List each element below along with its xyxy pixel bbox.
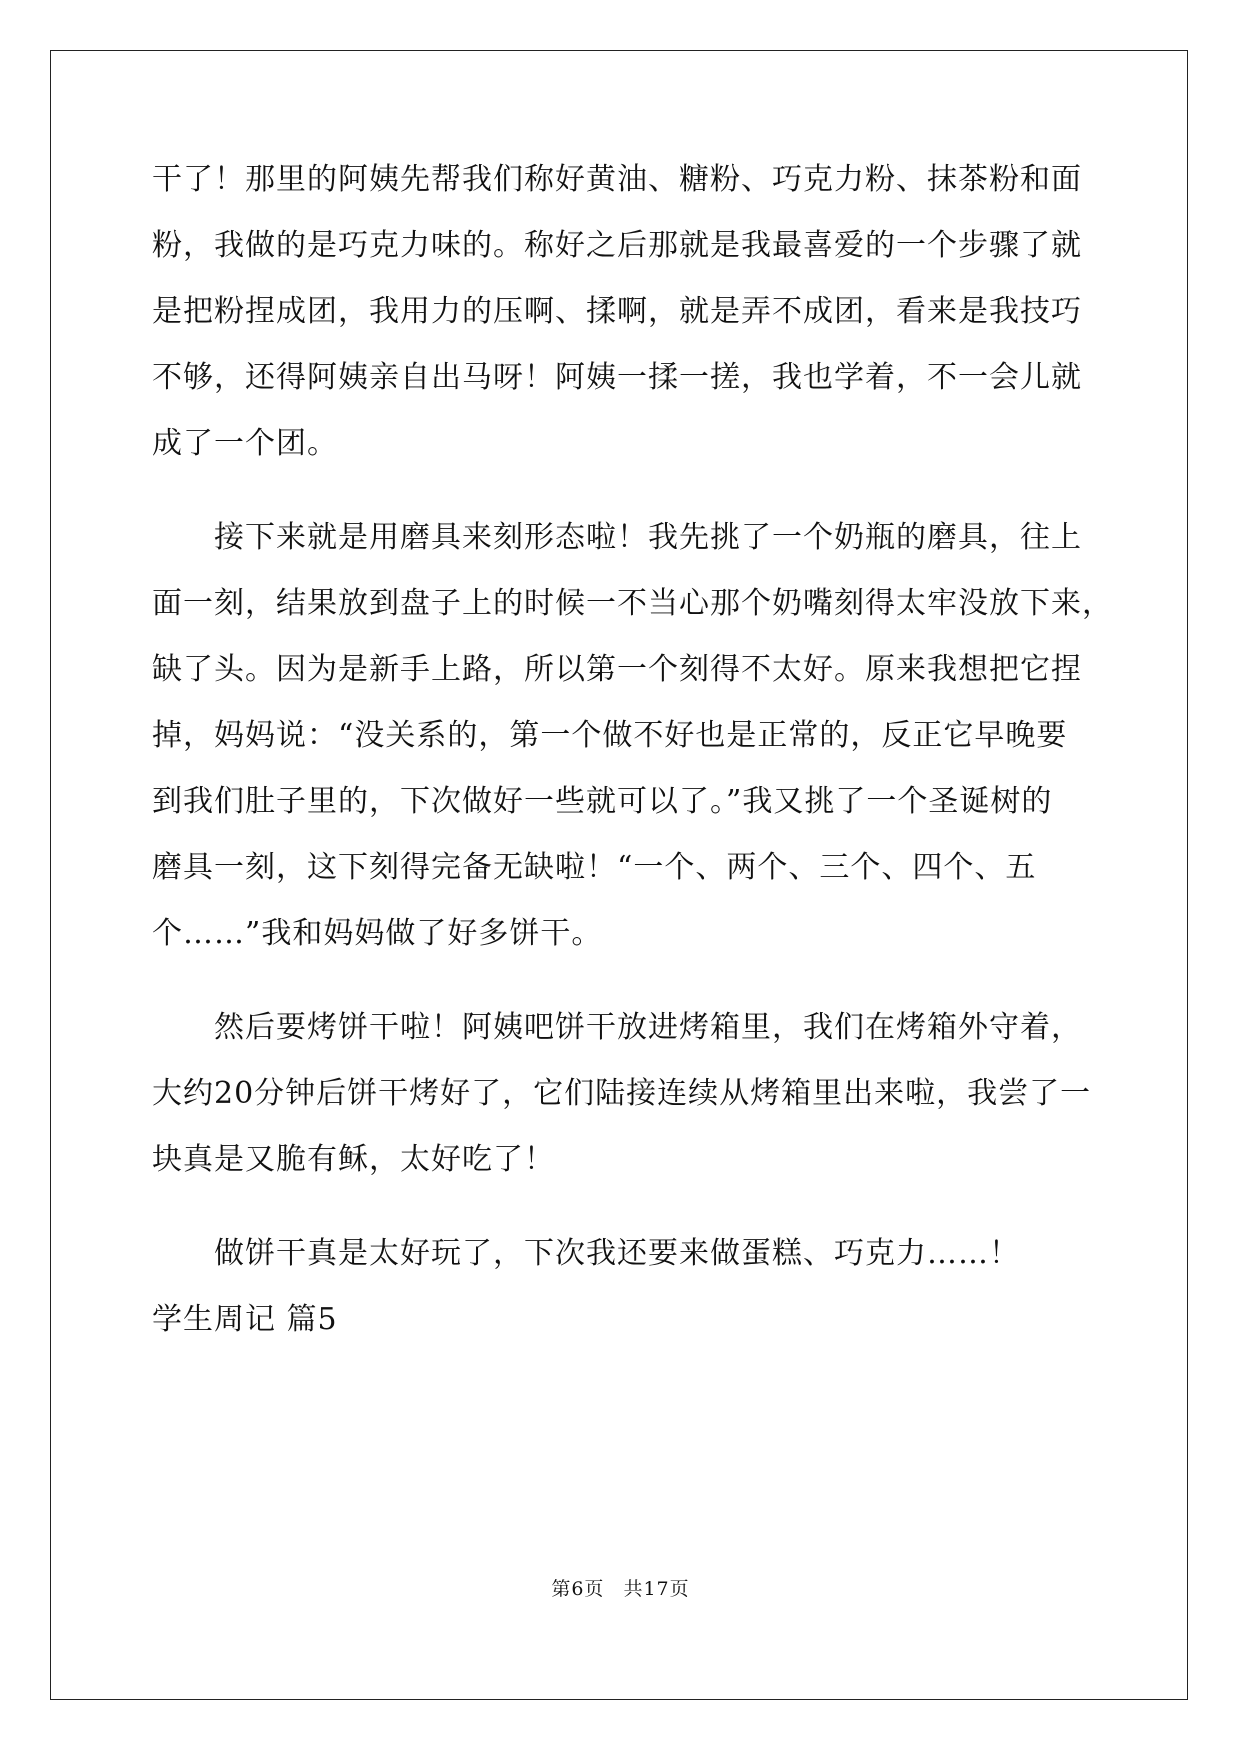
text-line: 粉，我做的是巧克力味的。称好之后那就是我最喜爱的一个步骤了就 (152, 228, 1082, 263)
text-line: 干了！那里的阿姨先帮我们称好黄油、糖粉、巧克力粉、抹茶粉和面 (152, 162, 1082, 197)
text-line: 面一刻，结果放到盘子上的时候一不当心那个奶嘴刻得太牢没放下来， (152, 586, 1113, 621)
text-line: 是把粉捏成团，我用力的压啊、揉啊，就是弄不成团，看来是我技巧 (152, 294, 1082, 329)
text-line: 掉，妈妈说：“没关系的，第一个做不好也是正常的，反正它早晚要 (152, 718, 1068, 753)
text-line: 接下来就是用磨具来刻形态啦！我先挑了一个奶瓶的磨具，往上 (152, 520, 1082, 555)
text-line: 然后要烤饼干啦！阿姨吧饼干放进烤箱里，我们在烤箱外守着， (152, 1010, 1082, 1045)
page-total: 共17页 (623, 1578, 690, 1600)
text-line: 大约20分钟后饼干烤好了，它们陆接连续从烤箱里出来啦，我尝了一 (152, 1076, 1092, 1111)
text-line: 块真是又脆有稣，太好吃了！ (152, 1142, 555, 1177)
text-line: 不够，还得阿姨亲自出马呀！阿姨一揉一搓，我也学着，不一会儿就 (152, 360, 1082, 395)
text-line: 到我们肚子里的，下次做好一些就可以了。”我又挑了一个圣诞树的 (152, 784, 1053, 819)
text-line: 成了一个团。 (152, 426, 338, 461)
text-line: 做饼干真是太好玩了，下次我还要来做蛋糕、巧克力……！ (152, 1236, 1020, 1271)
section-heading: 学生周记 篇5 (152, 1302, 338, 1337)
page-number: 第6页 (551, 1578, 605, 1600)
text-line: 个……”我和妈妈做了好多饼干。 (152, 916, 603, 951)
text-line: 缺了头。因为是新手上路，所以第一个刻得不太好。原来我想把它捏 (152, 652, 1082, 687)
text-line: 磨具一刻，这下刻得完备无缺啦！“一个、两个、三个、四个、五 (152, 850, 1037, 885)
page-footer (0, 1574, 1241, 1601)
